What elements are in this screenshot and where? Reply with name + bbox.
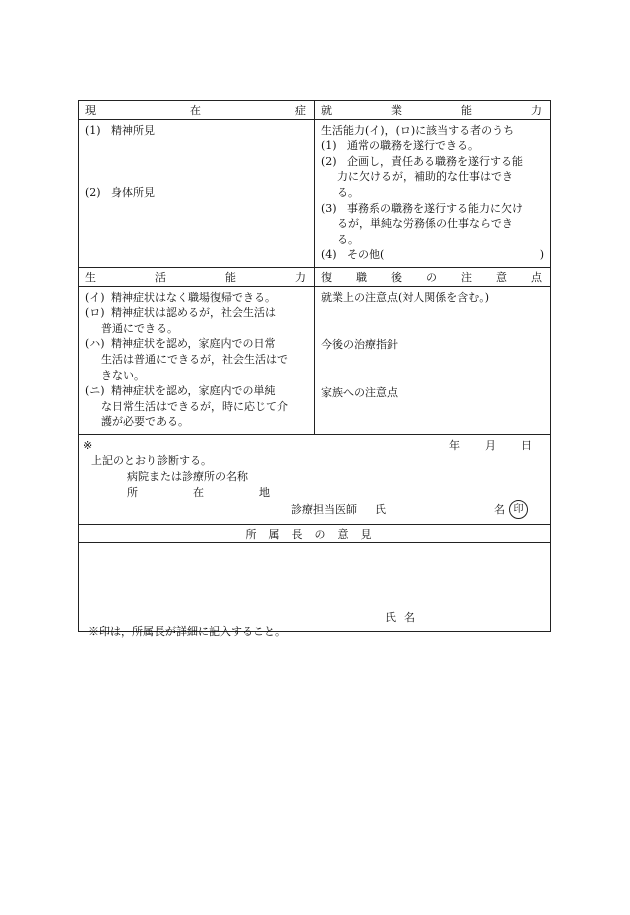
seal-stamp: 印 [509,500,528,519]
address-label: 所 在 地 [127,485,270,499]
return-notes-header: 復 職 後 の 注 意 点 [315,267,551,286]
work-notes-label: 就業上の注意点(対人関係を含む。) [321,290,490,304]
family-notes-label: 家族への注意点 [321,385,398,399]
supervisor-opinion-cell[interactable] [79,543,551,632]
living-ability-item-ro: (ロ) 精神症状は認めるが，社会生活は 普通にできる。 [85,306,276,335]
work-ability-item-1: (1) 通常の職務を遂行できる。 [321,139,479,153]
work-ability-cell [315,119,551,267]
living-ability-cell [79,286,315,434]
living-ability-item-i: (イ) 精神症状はなく職場復帰できる。 [85,290,276,304]
hospital-name-label: 病院または診療所の名称 [127,470,248,484]
treatment-policy-label: 今後の治療指針 [321,338,398,352]
doctor-signature-line[interactable]: 診療担当医師 氏 名 印 [83,500,546,519]
work-ability-header: 就 業 能 力 [315,101,551,120]
mental-findings-label: (1) 精神所見 [85,123,155,137]
footnote: ※印は，所属長が詳細に記入すること。 [88,625,286,638]
diagnosis-date[interactable]: 年 月 日 [449,438,532,452]
diagnosis-section [79,434,551,524]
work-ability-item-4: (4) その他( ) [321,248,544,262]
doctor-label: 診療担当医師 [291,502,357,516]
return-notes-cell[interactable] [315,286,551,434]
work-ability-item-3: (3) 事務系の職務を遂行する能力に欠け るが，単純な労務係の仕事ならでき る。 [321,201,523,246]
living-ability-header: 生 活 能 力 [79,267,315,286]
living-ability-item-ha: (ハ) 精神症状を認め，家庭内での日常 生活は普通にできるが，社会生活はで きない。 [85,337,288,382]
supervisor-name-label: 氏名 [385,610,423,624]
work-ability-intro: 生活能力(イ)，(ロ)に該当する者のうち [321,123,515,137]
asterisk-mark: ※ [83,438,93,452]
current-symptoms-header: 現 在 症 [79,101,315,120]
physical-findings-label: (2) 身体所見 [85,186,155,200]
living-ability-item-ni: (ニ) 精神症状を認め，家庭内での単純 な日常生活はできるが，時に応じて介 護が必要である。 [85,384,288,429]
work-ability-item-2: (2) 企画し，責任ある職務を遂行する能 力に欠けるが，補助的な仕事はでき る。 [321,154,523,199]
current-symptoms-cell[interactable] [79,119,315,267]
supervisor-opinion-header: 所属長の意見 [79,524,551,543]
diagnosis-statement: 上記のとおり診断する。 [91,454,212,468]
medical-certificate-form [78,100,551,632]
